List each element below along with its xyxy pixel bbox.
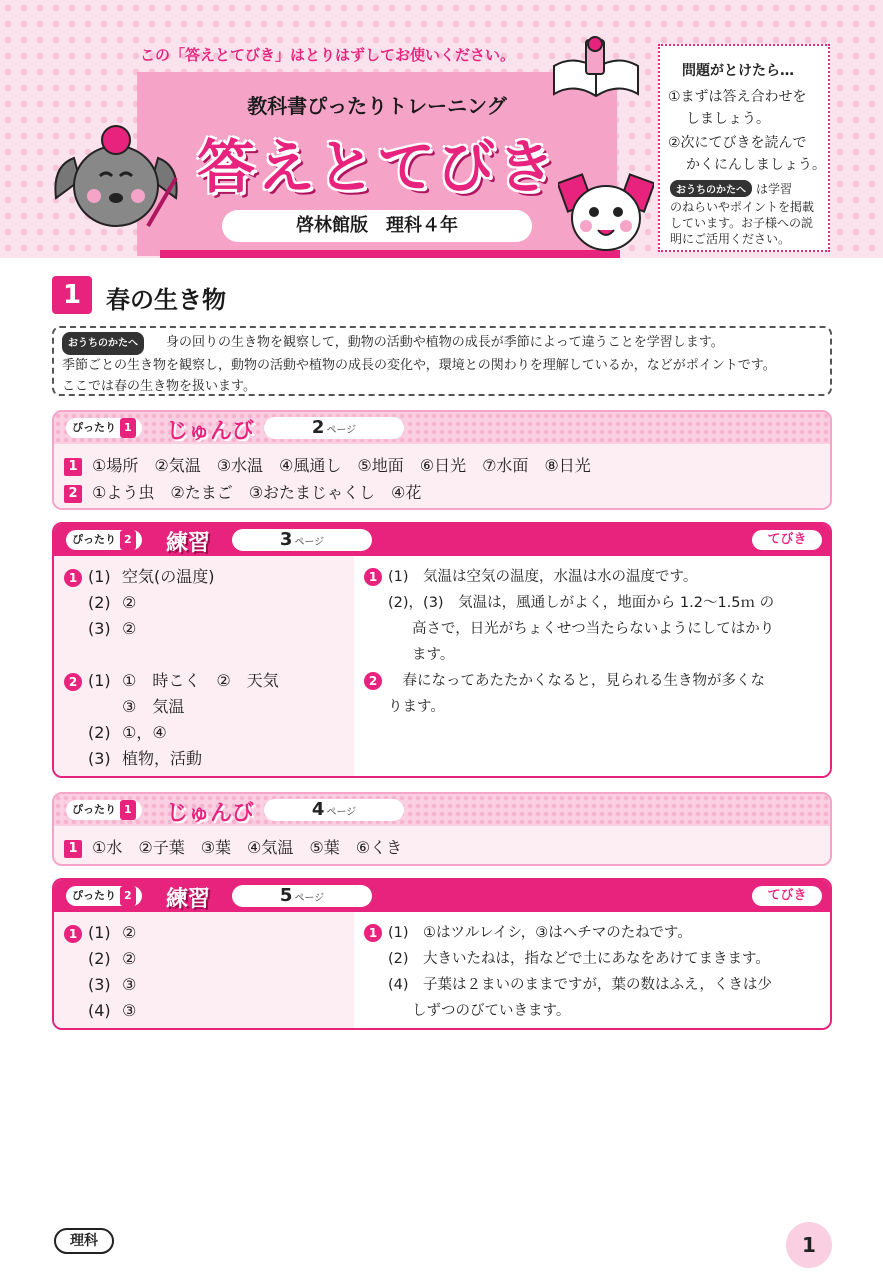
junbi-block-page-4 bbox=[52, 792, 832, 866]
tip-line: ②次にてびきを読んで bbox=[668, 135, 807, 151]
explanation-line: 1 (1) ①はツルレイシ，③はヘチマのたねです。 bbox=[364, 920, 820, 946]
explanation-column bbox=[354, 912, 830, 1028]
tebiki-label: てびき bbox=[752, 530, 822, 550]
answer-row: ③ 気温 bbox=[122, 697, 185, 716]
page-reference: 4 ページ bbox=[264, 799, 404, 821]
pittari-tag: ぴったり 1 bbox=[66, 418, 142, 438]
practice-body bbox=[54, 556, 830, 776]
explanation-line: 高さで，日光がちょくせつ当たらないようにしてはかり bbox=[412, 621, 775, 637]
answer-list bbox=[54, 826, 830, 866]
tip-line: かくにんしましょう。 bbox=[686, 157, 826, 173]
answer-row: (2) ①，④ bbox=[88, 723, 167, 742]
answer-booklet-header bbox=[0, 0, 883, 258]
dog-character-left-icon bbox=[52, 118, 180, 236]
answers-column bbox=[54, 556, 354, 776]
explanation-line: しずつのびていきます。 bbox=[412, 1003, 571, 1019]
tip-note-line: 明にご活用ください。 bbox=[670, 232, 791, 246]
block-header bbox=[54, 794, 830, 826]
tip-note-line: のねらいやポイントを掲載 bbox=[670, 200, 815, 214]
ouchi-badge: おうちのかたへ bbox=[62, 332, 144, 355]
how-to-use-box bbox=[658, 44, 830, 252]
pittari-tag: ぴったり 2 bbox=[66, 530, 142, 550]
section-number: 1 bbox=[52, 276, 92, 314]
block-type-label: 練習 bbox=[166, 887, 211, 912]
tip-line: ①まずは答え合わせを bbox=[668, 89, 807, 105]
answer-row: 1 (1) ② bbox=[64, 920, 344, 946]
parent-note-line: 季節ごとの生き物を観察し，動物の活動や植物の成長の変化や，環境との関わりを理解しているか，などがポイントです。 bbox=[62, 358, 776, 373]
junbi-block-page-2 bbox=[52, 410, 832, 510]
tip-note-line: しています。お子様への説 bbox=[670, 216, 814, 230]
block-type-label: じゅんび bbox=[166, 801, 255, 826]
pittari-tag: ぴったり 2 bbox=[66, 886, 142, 906]
page-title: 答えとてびき bbox=[196, 133, 557, 201]
answer-row: 2 ①よう虫 ②たまご ③おたまじゃくし ④花 bbox=[64, 479, 820, 506]
page-reference: 3 ページ bbox=[232, 529, 372, 551]
tip-line: しましょう。 bbox=[686, 111, 770, 127]
edition-label: 啓林館版 理科４年 bbox=[222, 210, 532, 242]
subject-label: 理科 bbox=[54, 1228, 114, 1254]
page-reference: 2 ページ bbox=[264, 417, 404, 439]
block-header bbox=[54, 880, 830, 912]
explanation-column bbox=[354, 556, 830, 776]
answer-row: (3) ③ bbox=[88, 975, 137, 994]
answer-row: (3) 植物，活動 bbox=[88, 749, 203, 768]
title-underline bbox=[160, 250, 620, 258]
explanation-line: ります。 bbox=[388, 699, 445, 715]
answer-row: (2) ② bbox=[88, 593, 137, 612]
series-subtitle: 教科書ぴったりトレーニング bbox=[247, 94, 507, 118]
parent-note-box bbox=[52, 326, 832, 396]
tip-note-line: おうちのかたへ は学習 bbox=[670, 180, 792, 197]
explanation-line: (4) 子葉は２まいのままですが，葉の数はふえ，くきは少 bbox=[388, 977, 772, 993]
answer-row: (4) ③ bbox=[88, 1001, 137, 1020]
block-header bbox=[54, 412, 830, 444]
tebiki-label: てびき bbox=[752, 886, 822, 906]
answer-row: (2) ② bbox=[88, 949, 137, 968]
answer-row: 2 (1) ① 時こく ② 天気 bbox=[64, 668, 344, 694]
section-title: 春の生き物 bbox=[106, 286, 226, 314]
answer-row: 1 (1) 空気(の温度) bbox=[64, 564, 344, 590]
answer-list bbox=[54, 444, 830, 510]
parent-note-line: ここでは春の生き物を扱います。 bbox=[62, 379, 256, 394]
explanation-line: ます。 bbox=[412, 647, 455, 663]
title-panel bbox=[137, 72, 617, 256]
pittari-tag: ぴったり 1 bbox=[66, 800, 142, 820]
explanation-line: 1 (1) 気温は空気の温度，水温は水の温度です。 bbox=[364, 564, 820, 590]
detach-notice: この「答えとてびき」はとりはずしてお使いください。 bbox=[140, 46, 516, 64]
practice-block-page-3 bbox=[52, 522, 832, 778]
tip-heading: 問題がとけたら… bbox=[682, 63, 794, 79]
practice-block-page-5 bbox=[52, 878, 832, 1030]
block-header bbox=[54, 524, 830, 556]
parent-note-line: おうちのかたへ 身の回りの生き物を観察して，動物の活動や植物の成長が季節によって違うことを学習します。 bbox=[62, 332, 822, 355]
page-number: 1 bbox=[786, 1222, 832, 1268]
practice-body bbox=[54, 912, 830, 1028]
answers-column bbox=[54, 912, 354, 1028]
answer-row: (3) ② bbox=[88, 619, 137, 638]
block-type-label: じゅんび bbox=[166, 419, 255, 444]
book-illustration bbox=[548, 36, 644, 100]
ouchi-badge: おうちのかたへ bbox=[670, 180, 752, 197]
answer-row: 1 ①水 ②子葉 ③葉 ④気温 ⑤葉 ⑥くき bbox=[64, 834, 820, 861]
page-reference: 5 ページ bbox=[232, 885, 372, 907]
dog-character-right-icon bbox=[558, 168, 654, 254]
explanation-line: (2) 大きいたねは，指などで土にあなをあけてまきます。 bbox=[388, 951, 770, 967]
explanation-line: (2)，(3) 気温は，風通しがよく，地面から 1.2〜1.5ｍ の bbox=[388, 595, 775, 611]
answer-row: 1 ①場所 ②気温 ③水温 ④風通し ⑤地面 ⑥日光 ⑦水面 ⑧日光 bbox=[64, 452, 820, 479]
block-type-label: 練習 bbox=[166, 531, 211, 556]
explanation-line: 2 春になってあたたかくなると，見られる生き物が多くな bbox=[364, 668, 820, 694]
